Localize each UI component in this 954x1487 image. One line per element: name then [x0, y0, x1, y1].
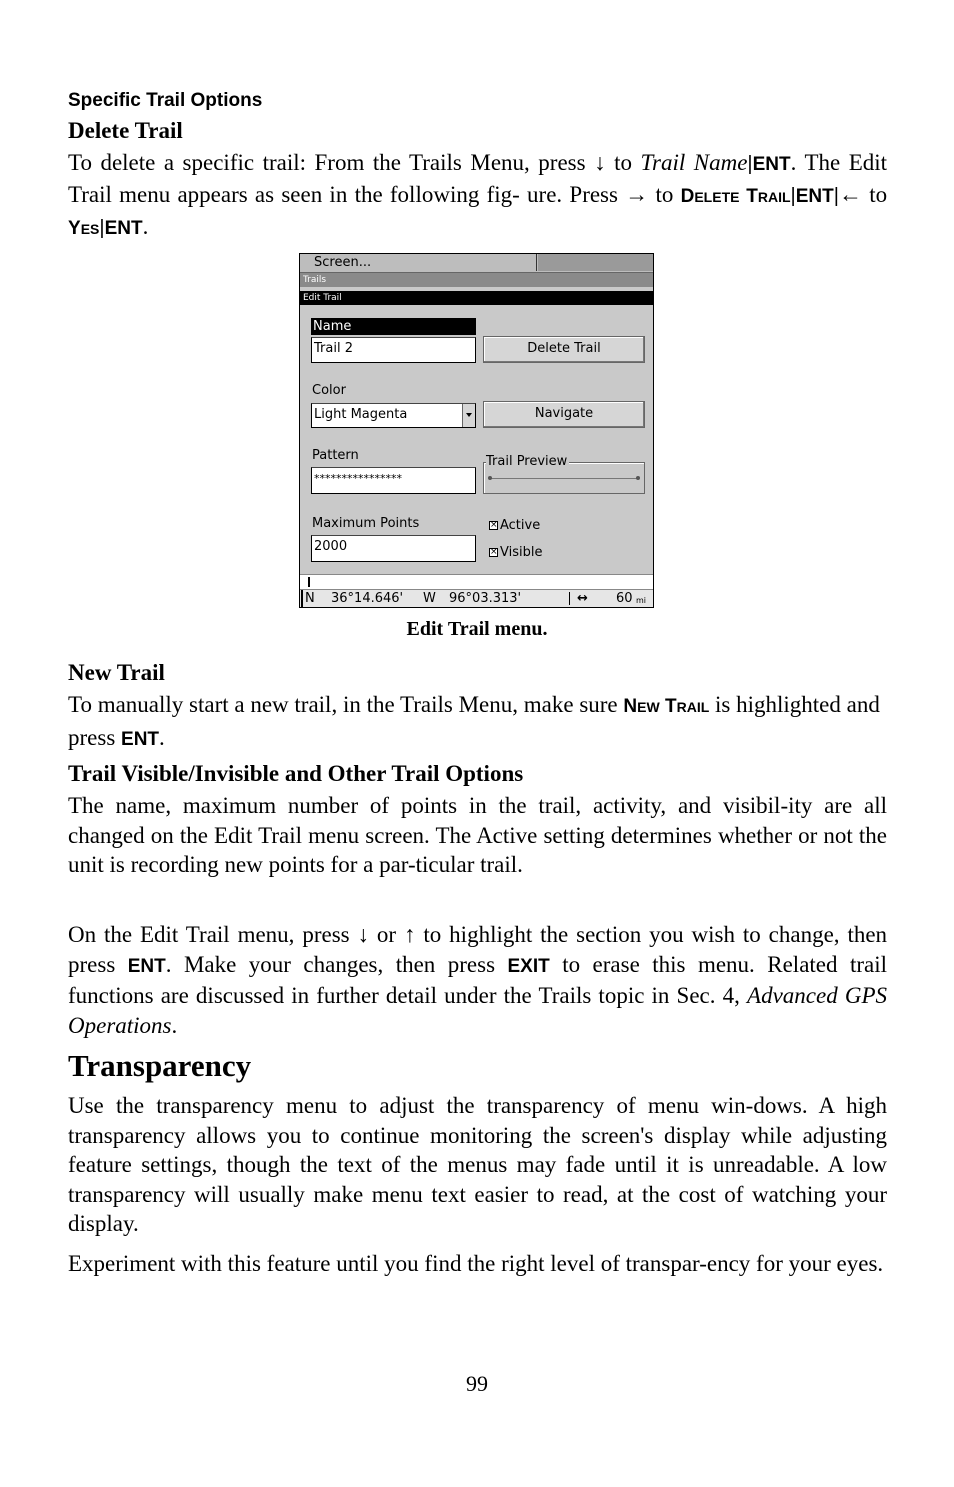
ent-key: ENT: [104, 218, 143, 240]
arrow-left-icon: ←: [838, 181, 862, 207]
key-separator: |: [99, 217, 105, 240]
transparency-heading: Transparency: [68, 1048, 252, 1083]
status-distance: 60: [616, 591, 633, 606]
vo-or: or: [376, 922, 397, 947]
visible-options-paragraph-1: The name, maximum number of points in the trail, activity, and visibil-ity are all changed on the Edit Trail menu screen. The Active setting determines whether or not the unit is recording new points for a par-ticular trail.: [68, 793, 887, 878]
page-number: 99: [466, 1371, 488, 1396]
trail-preview-start-dot: [488, 476, 492, 480]
color-select-value: Light Magenta: [314, 407, 408, 422]
advanced-gps-operations-ref: Advanced GPS Operations: [68, 983, 888, 1038]
section-label: Specific Trail Options: [68, 90, 263, 111]
delete-trail-text-a: To delete a specific trail: From the Trails Menu, press: [68, 150, 586, 175]
trail-preview-end-dot: [636, 476, 640, 480]
vo-text-d: to erase this menu. Related trail functions are discussed in further detail under the Trails topic in Sec. 4,: [68, 951, 888, 1009]
edit-trail-title-bar: Edit Trail: [300, 291, 653, 305]
new-trail-paragraph: [68, 690, 887, 754]
max-points-label: Maximum Points: [312, 516, 420, 531]
delete-trail-to: to: [614, 150, 632, 175]
visible-label: Visible: [500, 545, 543, 560]
vo-text-a: On the Edit Trail menu, press: [68, 922, 350, 947]
ent-key: ENT: [795, 185, 834, 207]
horizontal-scrollbar[interactable]: [300, 574, 653, 590]
tab-fill: [538, 254, 653, 271]
key-separator: |: [833, 184, 839, 207]
scrollbar-thumb[interactable]: [308, 577, 310, 587]
period: .: [142, 214, 149, 240]
vo-text-b: to highlight the section you wish to change, then press: [68, 922, 888, 977]
delete-trail-button[interactable]: Delete Trail: [483, 336, 645, 363]
status-latitude: 36°14.646': [331, 591, 404, 606]
arrow-down-icon: ↓: [594, 150, 606, 175]
pattern-label: Pattern: [312, 448, 359, 463]
status-bar: [300, 590, 653, 607]
trail-preview-line: [490, 478, 638, 479]
new-trail-heading: New Trail: [68, 660, 165, 685]
navigate-button[interactable]: Navigate: [483, 401, 645, 428]
delete-trail-heading: Delete Trail: [68, 118, 183, 143]
distance-arrow-icon: ↔: [577, 591, 588, 606]
delete-trail-to-3: to: [869, 181, 888, 207]
screen-tab[interactable]: Screen...: [314, 255, 372, 270]
color-label: Color: [312, 383, 346, 398]
period: .: [171, 1012, 178, 1038]
screen-tab-bar: [300, 254, 653, 273]
delete-trail-text-b: . The Edit Trail menu appears as seen in the following fig-: [68, 150, 888, 207]
name-label-highlighted: Name: [311, 318, 476, 335]
arrow-down-icon: ↓: [357, 922, 369, 947]
name-field[interactable]: Trail 2: [311, 337, 476, 363]
exit-key: EXIT: [507, 955, 550, 977]
ent-key: ENT: [127, 955, 166, 977]
ent-key: ENT: [121, 728, 160, 750]
yes-command: YES: [68, 218, 100, 240]
delete-trail-paragraph: [68, 148, 887, 245]
color-select[interactable]: [311, 403, 476, 428]
key-separator: |: [747, 153, 753, 175]
active-label: Active: [500, 518, 541, 533]
trail-name-term: Trail Name: [640, 150, 748, 175]
period: .: [159, 724, 165, 750]
visible-options-heading: Trail Visible/Invisible and Other Trail Options: [68, 761, 524, 786]
active-checkbox[interactable]: ×: [490, 520, 498, 530]
visible-options-paragraph-2: [68, 920, 887, 1040]
status-left-border: [301, 590, 303, 607]
transparency-paragraph-2: Experiment with this feature until you find the right level of transpar-ency for your eyes.: [68, 1251, 884, 1276]
arrow-right-icon: →: [625, 181, 649, 207]
trail-preview-label: Trail Preview: [486, 454, 568, 469]
status-w: W: [423, 591, 436, 606]
transparency-paragraph-1: Use the transparency menu to adjust the transparency of menu win-dows. A high transparency allows you to continue monitoring the screen's display while adjusting feature settings, though the text of the menus may fade until it is unreadable. A low transparency will usually make menu text easier to read, at the cost of watching your display.: [68, 1093, 887, 1237]
edit-trail-screenshot: [299, 253, 654, 608]
new-trail-text-a: To manually start a new trail, in the Trails Menu, make sure: [68, 692, 618, 717]
visible-checkbox[interactable]: ×: [490, 547, 498, 557]
status-unit: mi: [636, 596, 647, 605]
figure-caption: Edit Trail menu.: [406, 618, 548, 640]
max-points-field[interactable]: 2000: [311, 535, 476, 562]
key-separator: |: [790, 184, 796, 207]
new-trail-command: NEW TRAIL: [623, 696, 710, 717]
status-longitude: 96°03.313': [449, 591, 522, 606]
ent-key: ENT: [752, 154, 791, 175]
color-dropdown-button[interactable]: [462, 404, 475, 427]
delete-trail-command: DELETE TRAIL: [680, 185, 791, 207]
status-divider: [569, 592, 570, 605]
vo-text-c: . Make your changes, then press: [165, 951, 496, 977]
status-n: N: [305, 591, 315, 606]
delete-trail-to-2: to: [655, 181, 674, 207]
pattern-field[interactable]: ****************: [311, 467, 476, 494]
arrow-up-icon: ↑: [403, 922, 416, 947]
tab-divider: [536, 254, 537, 271]
trails-title-bar: Trails: [300, 273, 653, 287]
delete-trail-text-c: ure. Press: [527, 181, 618, 207]
new-trail-text-b: is highlighted and press: [68, 692, 880, 750]
chevron-down-icon: [466, 413, 472, 417]
